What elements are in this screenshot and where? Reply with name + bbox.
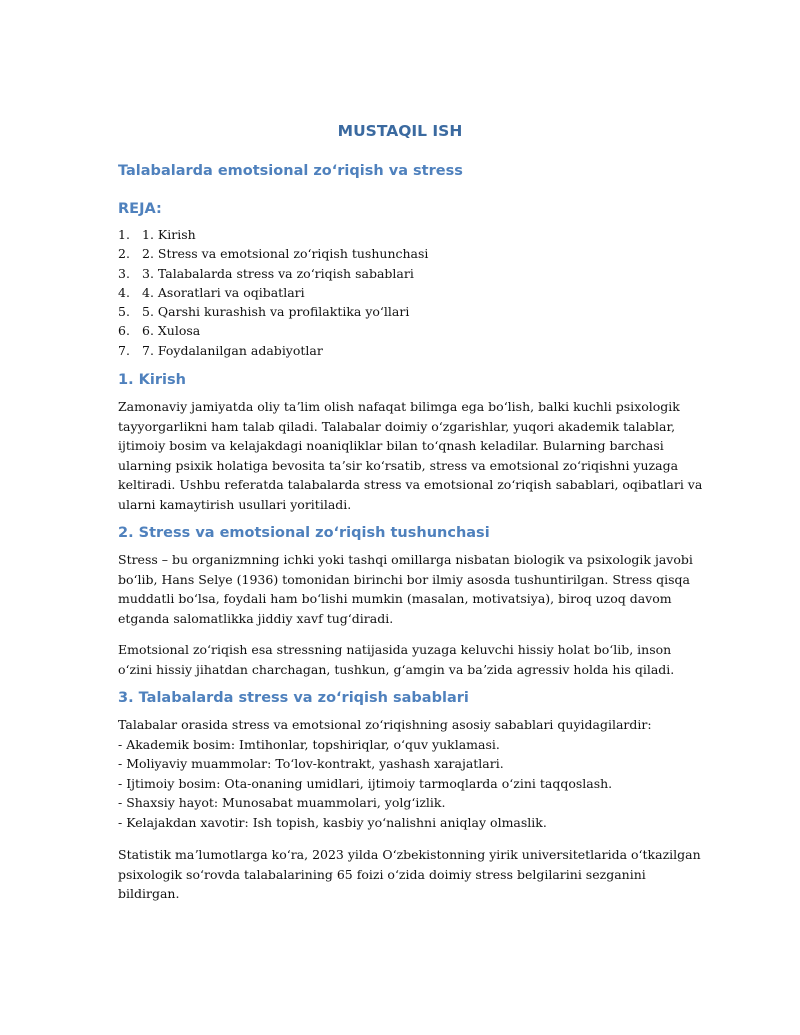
section-paragraph — [118, 845, 701, 904]
plan-item-text: 1. Kirish — [142, 227, 196, 242]
paragraph-line: - Kelajakdan xavotir: Ish topish, kasbiy yoʻnalishni aniqlay olmaslik. — [118, 814, 547, 830]
document-title: MUSTAQIL ISH — [337, 122, 463, 140]
plan-item-text: 6. Xulosa — [142, 323, 201, 339]
plan-item-text: 4. Asoratlari va oqibatlari — [142, 284, 305, 300]
paragraph-line: - Shaxsiy hayot: Munosabat muammolari, yolgʻizlik. — [118, 795, 446, 810]
paragraph-line: etganda salomatlikka jiddiy xavf tugʻdiradi. — [118, 610, 394, 626]
plan-item-text: 3. Talabalarda stress va zoʻriqish sabablari — [142, 265, 414, 281]
section-paragraph — [118, 715, 698, 832]
paragraph-line: bildirgan. — [118, 886, 180, 901]
plan-item-number: 5. — [118, 304, 130, 320]
plan-item-number: 7. — [118, 342, 130, 358]
paragraph-line: Zamonaviy jamiyatda oliy taʼlim olish nafaqat bilimga ega boʻlish, balki kuchli psixologik — [118, 399, 680, 414]
plan-item — [118, 321, 428, 340]
paragraph-line: ijtimoiy bosim va kelajakdagi noaniqliklar bilan toʻqnash keladilar. Bularning barchasi — [118, 438, 664, 453]
section-heading-kirish: 1. Kirish — [118, 372, 186, 388]
section-paragraph — [118, 640, 698, 679]
paragraph-line: Stress – bu organizmning ichki yoki tashqi omillarga nisbatan biologik va psixologik javobi — [118, 552, 693, 567]
plan-item — [118, 341, 428, 360]
plan-item — [118, 264, 428, 283]
section-heading-stress-tushunchasi: 2. Stress va emotsional zoʻriqish tushunchasi — [118, 525, 490, 541]
plan-list — [118, 225, 428, 360]
paragraph-line: Statistik maʼlumotlarga koʻra, 2023 yilda Oʻzbekistonning yirik universitetlarida oʻtkazilgan — [118, 847, 701, 862]
plan-item-number: 6. — [118, 323, 130, 339]
plan-item-number: 2. — [118, 246, 130, 262]
paragraph-line: Talabalar orasida stress va emotsional zoʻriqishning asosiy sabablari quyidagilardir: — [118, 717, 652, 732]
plan-item-text: 7. Foydalanilgan adabiyotlar — [142, 342, 323, 358]
plan-item-text: 2. Stress va emotsional zoʻriqish tushunchasi — [142, 246, 429, 262]
paragraph-line: muddatli boʻlsa, foydali ham boʻlishi mumkin (masalan, motivatsiya), biroq uzoq davom — [118, 591, 672, 606]
plan-item — [118, 225, 428, 244]
plan-item-number: 3. — [118, 265, 130, 281]
section-paragraph — [118, 550, 698, 628]
paragraph-line: Emotsional zoʻriqish esa stressning natijasida yuzaga keluvchi hissiy holat boʻlib, inson — [118, 642, 672, 657]
plan-item — [118, 302, 428, 321]
paragraph-line: boʻlib, Hans Selye (1936) tomonidan birinchi bor ilmiy asosda tushuntirilgan. Stress qisqa — [118, 571, 690, 587]
paragraph-line: tayyorgarlikni ham talab qiladi. Talabalar doimiy oʻzgarishlar, yuqori akademik talablar, — [118, 418, 676, 434]
plan-item-number: 1. — [118, 227, 130, 242]
plan-item-text: 5. Qarshi kurashish va profilaktika yoʻllari — [142, 304, 410, 320]
paragraph-line: oʻzini hissiy jihatdan charchagan, tushkun, gʻamgin va baʼzida agressiv holda his qiladi. — [118, 661, 675, 677]
paragraph-line: - Ijtimoiy bosim: Ota-onaning umidlari, ijtimoiy tarmoqlarda oʻzini taqqoslash. — [118, 775, 613, 791]
plan-item — [118, 283, 428, 302]
section-paragraph — [118, 397, 703, 514]
paragraph-line: keltiradi. Ushbu referatda talabalarda stress va emotsional zoʻriqish sabablari, oqibatlari va — [118, 477, 703, 492]
paragraph-line: ularni kamaytirish usullari yoritiladi. — [118, 496, 352, 512]
document-subtitle: Talabalarda emotsional zoʻriqish va stress — [118, 163, 463, 179]
plan-item-number: 4. — [118, 284, 130, 300]
paragraph-line: ularning psixik holatiga bevosita taʼsir koʻrsatib, stress va emotsional zoʻriqishni yuzaga — [118, 457, 679, 473]
paragraph-line: - Akademik bosim: Imtihonlar, topshiriqlar, oʻquv yuklamasi. — [118, 736, 500, 752]
plan-item — [118, 244, 428, 263]
plan-heading: REJA: — [118, 201, 162, 217]
section-heading-sabablari: 3. Talabalarda stress va zoʻriqish sabablari — [118, 690, 469, 706]
paragraph-line: psixologik soʻrovda talabalarining 65 foizi oʻzida doimiy stress belgilarini sezganini — [118, 866, 646, 882]
paragraph-line: - Moliyaviy muammolar: Toʻlov-kontrakt, yashash xarajatlari. — [118, 756, 504, 771]
